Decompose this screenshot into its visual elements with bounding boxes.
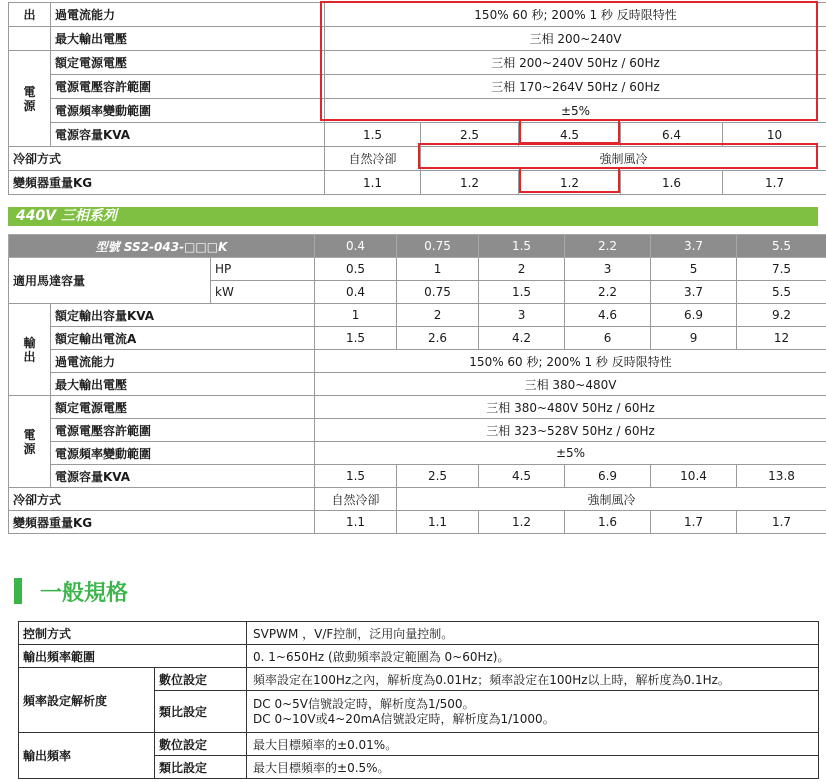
hp-cell: 3 bbox=[565, 258, 651, 281]
power-kva-label: 電源容量KVA bbox=[51, 123, 325, 147]
max-output-voltage-value: 三相 200~240V bbox=[325, 27, 826, 51]
weight-cell: 1.2 bbox=[519, 171, 621, 195]
cooling-natural: 自然冷卻 bbox=[325, 147, 421, 171]
analog-setting-label: 類比設定 bbox=[155, 756, 247, 779]
rated-voltage-value: 三相 200~240V 50Hz / 60Hz bbox=[325, 51, 826, 75]
spec-table-440v bbox=[8, 234, 826, 534]
power-kva-cell: 6.4 bbox=[621, 123, 723, 147]
voltage-tolerance-value: 三相 323~528V 50Hz / 60Hz bbox=[315, 419, 826, 442]
kw-cell: 3.7 bbox=[651, 281, 737, 304]
output-range-value: 0. 1~650Hz (啟動頻率設定範圍為 0~60Hz)。 bbox=[247, 645, 819, 668]
cooling-forced: 強制風冷 bbox=[397, 488, 826, 511]
section-title bbox=[14, 577, 128, 605]
power-kva-cell: 13.8 bbox=[737, 465, 826, 488]
kw-unit: kW bbox=[211, 281, 315, 304]
voltage-tolerance-label: 電源電壓容許範圍 bbox=[51, 419, 315, 442]
output-frequency-label: 輸出頻率 bbox=[19, 733, 155, 779]
rated-current-cell: 4.2 bbox=[479, 327, 565, 350]
power-kva-cell: 4.5 bbox=[479, 465, 565, 488]
voltage-tolerance-label: 電源電壓容許範圍 bbox=[51, 75, 325, 99]
voltage-tolerance-value: 三相 170~264V 50Hz / 60Hz bbox=[325, 75, 826, 99]
frequency-tolerance-label: 電源頻率變動範圍 bbox=[51, 99, 325, 123]
series-title: 440V 三相系列 bbox=[16, 208, 117, 224]
max-output-voltage-label: 最大輸出電壓 bbox=[51, 27, 325, 51]
rated-kva-cell: 6.9 bbox=[651, 304, 737, 327]
rated-current-cell: 2.6 bbox=[397, 327, 479, 350]
model-cell: 5.5 bbox=[737, 235, 826, 258]
category-power: 電 源 bbox=[9, 396, 51, 488]
category-output: 輸 出 bbox=[9, 304, 51, 396]
hp-cell: 1 bbox=[397, 258, 479, 281]
weight-cell: 1.7 bbox=[651, 511, 737, 534]
hp-cell: 0.5 bbox=[315, 258, 397, 281]
power-kva-cell: 1.5 bbox=[325, 123, 421, 147]
weight-label: 變頻器重量KG bbox=[9, 171, 325, 195]
max-output-voltage-label: 最大輸出電壓 bbox=[51, 373, 315, 396]
weight-cell: 1.1 bbox=[315, 511, 397, 534]
rated-kva-cell: 2 bbox=[397, 304, 479, 327]
power-kva-cell: 2.5 bbox=[397, 465, 479, 488]
cooling-label: 冷卻方式 bbox=[9, 147, 325, 171]
overload-value: 150% 60 秒; 200% 1 秒 反時限特性 bbox=[325, 3, 826, 27]
spec-table-220v bbox=[8, 2, 826, 195]
overload-label: 過電流能力 bbox=[51, 350, 315, 373]
control-method-label: 控制方式 bbox=[19, 622, 247, 645]
kw-cell: 1.5 bbox=[479, 281, 565, 304]
control-method-value: SVPWM ，V/F控制，泛用向量控制。 bbox=[247, 622, 819, 645]
power-kva-cell: 4.5 bbox=[519, 123, 621, 147]
rated-current-label: 額定輸出電流A bbox=[51, 327, 315, 350]
section-marker bbox=[14, 578, 22, 604]
model-header: 型號 SS2-043-□□□K bbox=[9, 235, 315, 258]
model-cell: 3.7 bbox=[651, 235, 737, 258]
model-cell: 1.5 bbox=[479, 235, 565, 258]
rated-voltage-value: 三相 380~480V 50Hz / 60Hz bbox=[315, 396, 826, 419]
rated-current-cell: 12 bbox=[737, 327, 826, 350]
section-title-text: 一般規格 bbox=[40, 580, 129, 606]
hp-cell: 2 bbox=[479, 258, 565, 281]
kw-cell: 2.2 bbox=[565, 281, 651, 304]
power-kva-cell: 10.4 bbox=[651, 465, 737, 488]
model-cell: 0.4 bbox=[315, 235, 397, 258]
rated-kva-cell: 3 bbox=[479, 304, 565, 327]
overload-value: 150% 60 秒; 200% 1 秒 反時限特性 bbox=[315, 350, 826, 373]
resolution-analog-line: DC 0~10V或4~20mA信號設定時，解析度為1/1000。 bbox=[253, 711, 555, 726]
power-kva-cell: 6.9 bbox=[565, 465, 651, 488]
resolution-analog-value bbox=[247, 691, 819, 733]
model-cell: 0.75 bbox=[397, 235, 479, 258]
weight-cell: 1.2 bbox=[479, 511, 565, 534]
weight-cell: 1.7 bbox=[737, 511, 826, 534]
resolution-analog-line: DC 0~5V信號設定時，解析度為1/500。 bbox=[253, 696, 475, 711]
series-header-bar bbox=[8, 207, 818, 226]
resolution-digital-value: 頻率設定在100Hz之內，解析度為0.01Hz；頻率設定在100Hz以上時，解析度為0.1Hz。 bbox=[247, 668, 819, 691]
rated-kva-cell: 4.6 bbox=[565, 304, 651, 327]
output-frequency-digital-value: 最大目標頻率的±0.01%。 bbox=[247, 733, 819, 756]
hp-cell: 5 bbox=[651, 258, 737, 281]
kw-cell: 5.5 bbox=[737, 281, 826, 304]
kw-cell: 0.4 bbox=[315, 281, 397, 304]
rated-current-cell: 6 bbox=[565, 327, 651, 350]
digital-setting-label: 數位設定 bbox=[155, 668, 247, 691]
model-cell: 2.2 bbox=[565, 235, 651, 258]
weight-label: 變頻器重量KG bbox=[9, 511, 315, 534]
general-spec-table bbox=[18, 621, 819, 779]
power-kva-cell: 10 bbox=[723, 123, 826, 147]
rated-voltage-label: 額定電源電壓 bbox=[51, 51, 325, 75]
frequency-tolerance-label: 電源頻率變動範圍 bbox=[51, 442, 315, 465]
analog-setting-label: 類比設定 bbox=[155, 691, 247, 733]
hp-cell: 7.5 bbox=[737, 258, 826, 281]
weight-cell: 1.1 bbox=[325, 171, 421, 195]
cooling-natural: 自然冷卻 bbox=[315, 488, 397, 511]
weight-cell: 1.2 bbox=[421, 171, 519, 195]
overload-label: 過電流能力 bbox=[51, 3, 325, 27]
rated-kva-cell: 1 bbox=[315, 304, 397, 327]
rated-current-cell: 1.5 bbox=[315, 327, 397, 350]
max-output-voltage-value: 三相 380~480V bbox=[315, 373, 826, 396]
category-output: 出 bbox=[9, 3, 51, 27]
cooling-label: 冷卻方式 bbox=[9, 488, 315, 511]
resolution-label: 頻率設定解析度 bbox=[19, 668, 155, 733]
weight-cell: 1.7 bbox=[723, 171, 826, 195]
weight-cell: 1.1 bbox=[397, 511, 479, 534]
output-frequency-analog-value: 最大目標頻率的±0.5%。 bbox=[247, 756, 819, 779]
frequency-tolerance-value: ±5% bbox=[325, 99, 826, 123]
motor-capacity-label: 適用馬達容量 bbox=[9, 258, 211, 304]
rated-kva-cell: 9.2 bbox=[737, 304, 826, 327]
power-kva-cell: 1.5 bbox=[315, 465, 397, 488]
digital-setting-label: 數位設定 bbox=[155, 733, 247, 756]
rated-voltage-label: 額定電源電壓 bbox=[51, 396, 315, 419]
output-range-label: 輸出頻率範圍 bbox=[19, 645, 247, 668]
cooling-forced: 強制風冷 bbox=[421, 147, 826, 171]
rated-kva-label: 額定輸出容量KVA bbox=[51, 304, 315, 327]
hp-unit: HP bbox=[211, 258, 315, 281]
category-power: 電 源 bbox=[9, 51, 51, 147]
power-kva-label: 電源容量KVA bbox=[51, 465, 315, 488]
kw-cell: 0.75 bbox=[397, 281, 479, 304]
power-kva-cell: 2.5 bbox=[421, 123, 519, 147]
weight-cell: 1.6 bbox=[565, 511, 651, 534]
weight-cell: 1.6 bbox=[621, 171, 723, 195]
rated-current-cell: 9 bbox=[651, 327, 737, 350]
frequency-tolerance-value: ±5% bbox=[315, 442, 826, 465]
